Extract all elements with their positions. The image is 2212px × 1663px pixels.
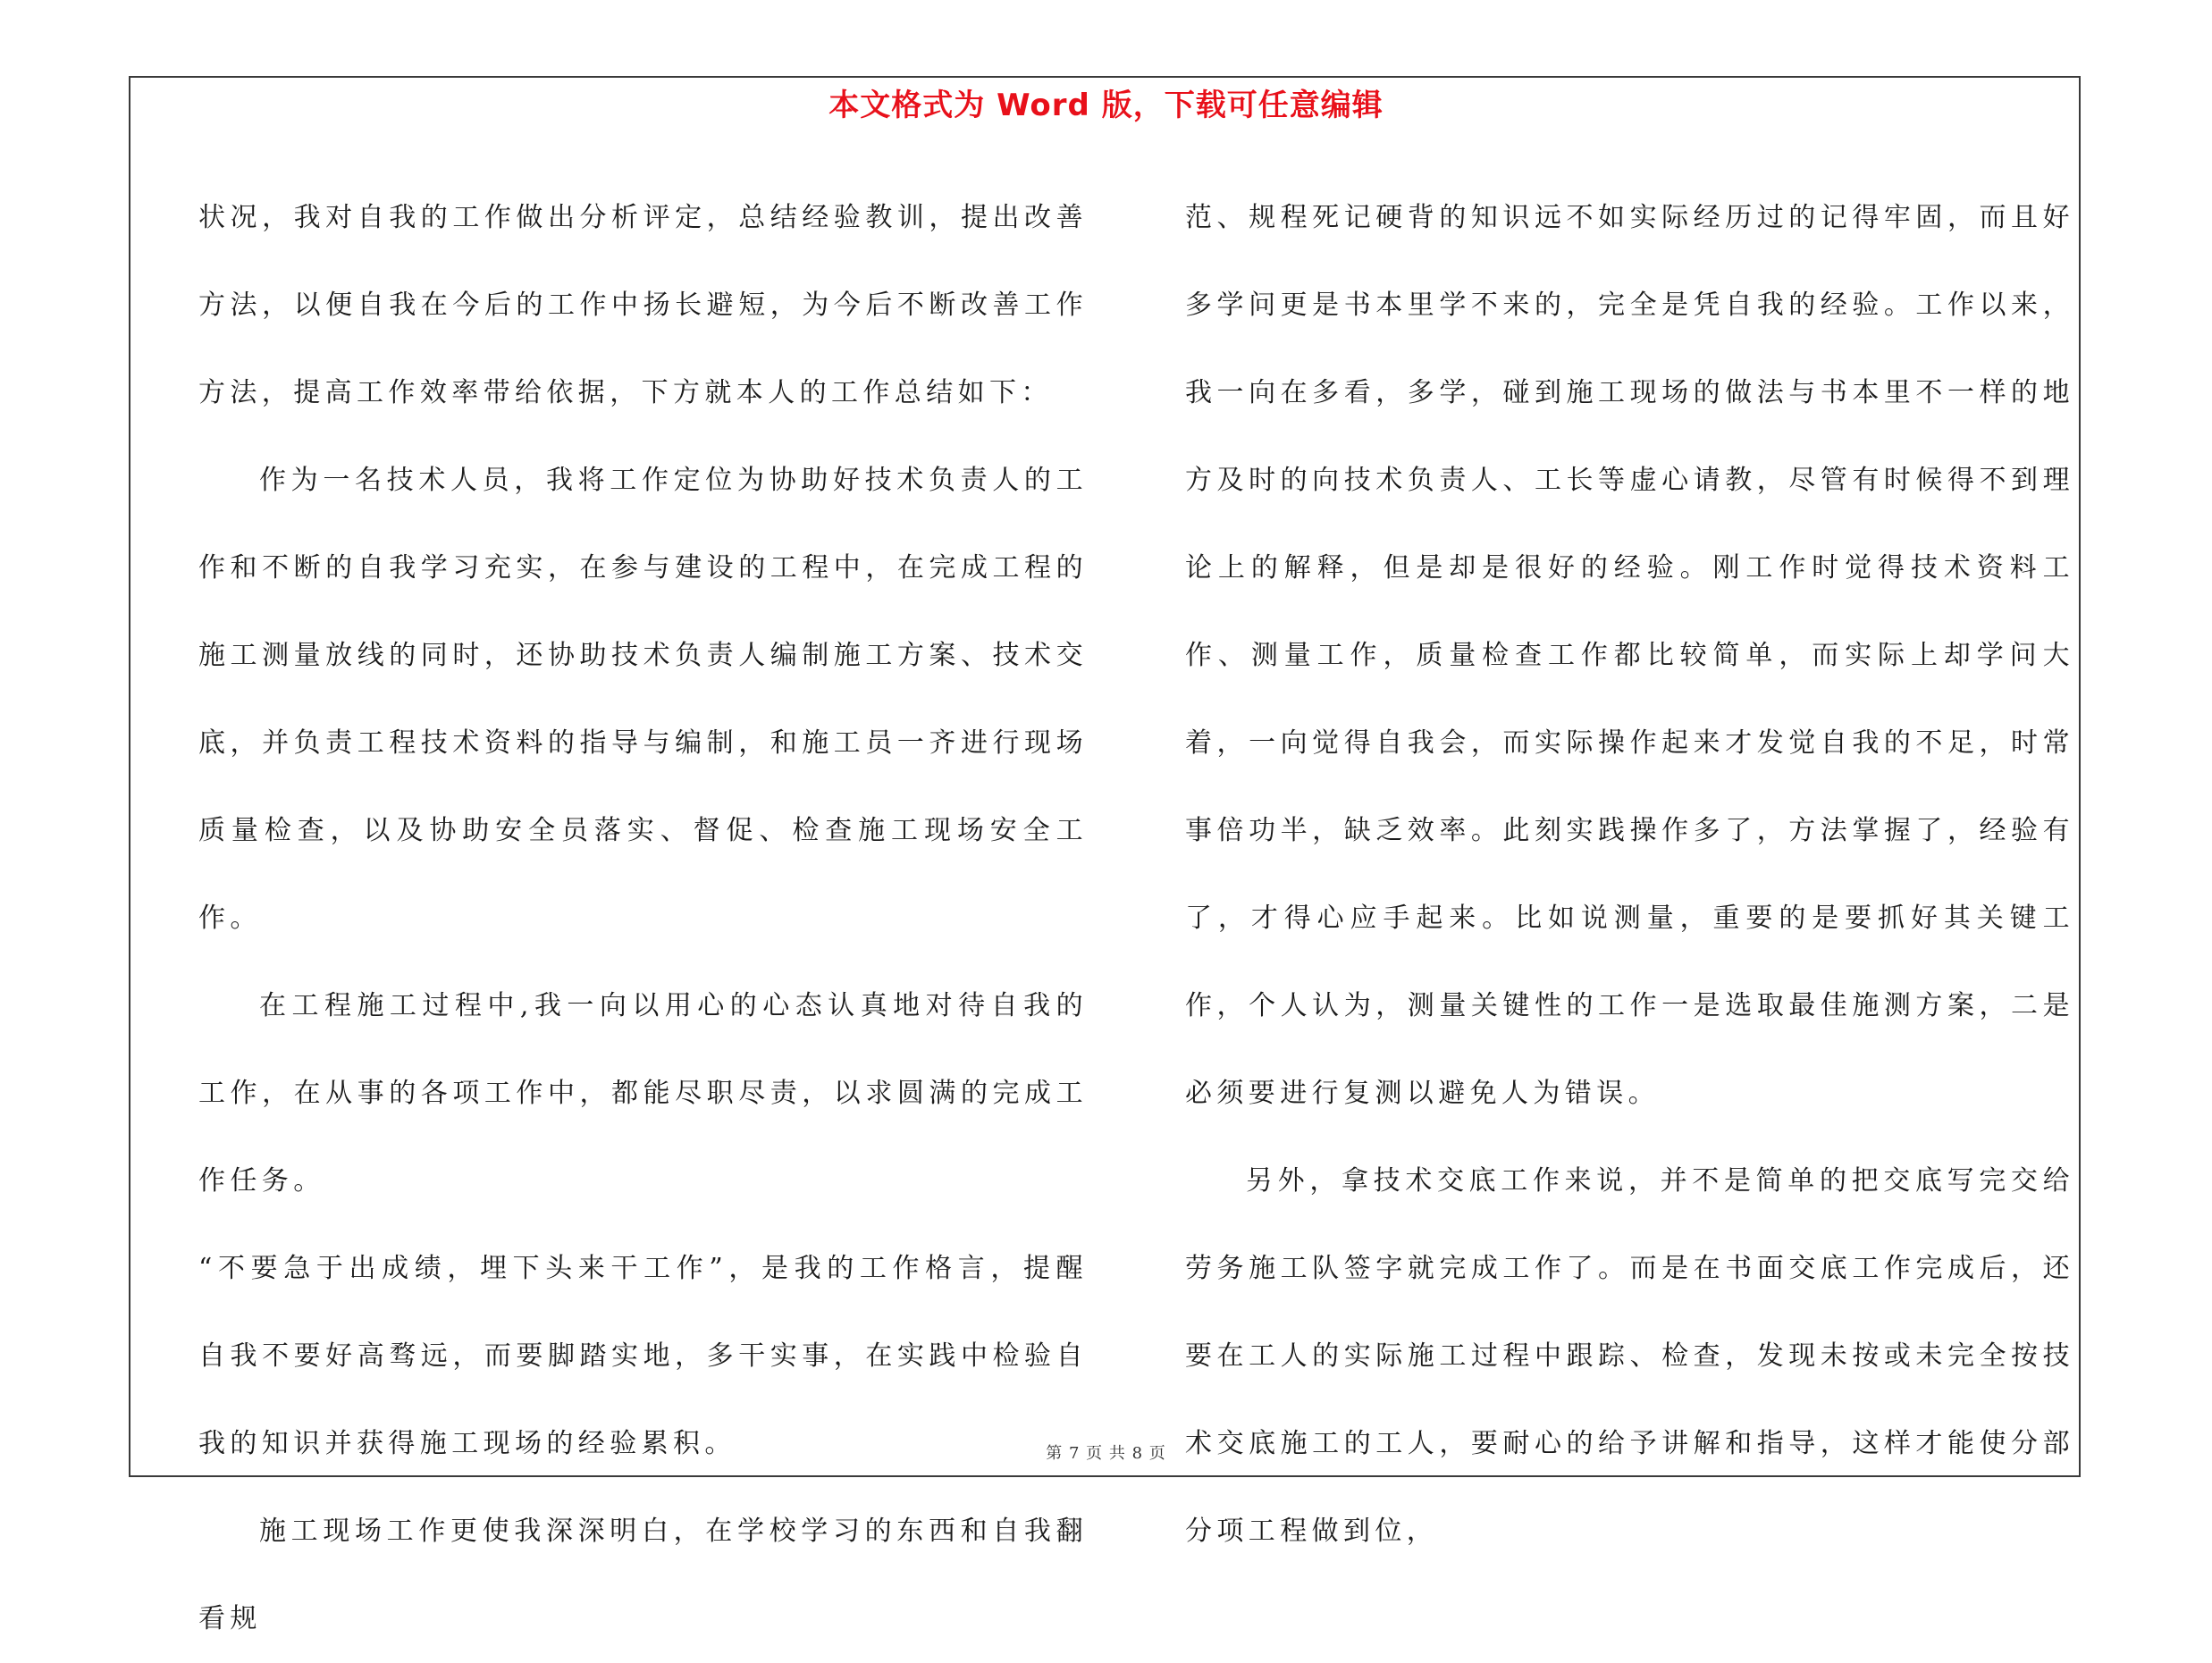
paragraph-work-attitude: 在工程施工过程中,我一向以用心的心态认真地对待自我的工作，在从事的各项工作中，都能尽职尽责，以求圆满的完成工作任务。: [198, 990, 1088, 1197]
paragraph-work-motto: “不要急于出成绩，埋下头来干工作”，是我的工作格言，提醒自我不要好高骛远，而要脚踏实地，多干实事，在实践中检验自我的知识并获得施工现场的经验累积。: [198, 1253, 1088, 1459]
paragraph-site-learning: 施工现场工作更使我深深明白，在学校学习的东西和自我翻看规: [198, 1516, 1088, 1634]
editable-word-banner: 本文格式为 Word 版，下载可任意编辑: [828, 88, 1384, 123]
paragraph-continuation: 状况，我对自我的工作做出分析评定，总结经验教训，提出改善方法，以便自我在今后的工作中扬长避短，为今后不断改善工作方法，提高工作效率带给依据，下方就本人的工作总结如下：: [198, 202, 1088, 408]
page-number: 第 7 页 共 8 页: [1046, 1444, 1166, 1463]
paragraph-experience: 范、规程死记硬背的知识远不如实际经历过的记得牢固，而且好多学问更是书本里学不来的，完全是凭自我的经验。工作以来，我一向在多看，多学，碰到施工现场的做法与书本里不一样的地方及时的向技术负责人、工长等虚心请教，尽管有时候得不到理论上的解释，但是却是很好的经验。刚工作时觉得技术资料工作、测量工作，质量检查工作都比较简单，而实际上却学问大着，一向觉得自我会，而实际操作起来才发觉自我的不足，时常事倍功半，缺乏效率。此刻实践操作多了，方法掌握了，经验有了，才得心应手起来。比如说测量，重要的是要抓好其关键工作，个人认为，测量关键性的工作一是选取最佳施测方案，二是必须要进行复测以避免人为错误。: [1185, 202, 2074, 1109]
paragraph-technical-briefing: 另外，拿技术交底工作来说，并不是简单的把交底写完交给劳务施工队签字就完成工作了。而是在书面交底工作完成后，还要在工人的实际施工过程中跟踪、检查，发现未按或未完全按技术交底施工的工人，要耐心的给予讲解和指导，这样才能使分部分项工程做到位，: [1185, 1165, 2074, 1547]
right-text-column: [1185, 174, 2074, 1575]
paragraph-role-definition: 作为一名技术人员，我将工作定位为协助好技术负责人的工作和不断的自我学习充实，在参与建设的工程中，在完成工程的施工测量放线的同时，还协助技术负责人编制施工方案、技术交底，并负责工程技术资料的指导与编制，和施工员一齐进行现场质量检查，以及协助安全员落实、督促、检查施工现场安全工作。: [198, 465, 1088, 934]
